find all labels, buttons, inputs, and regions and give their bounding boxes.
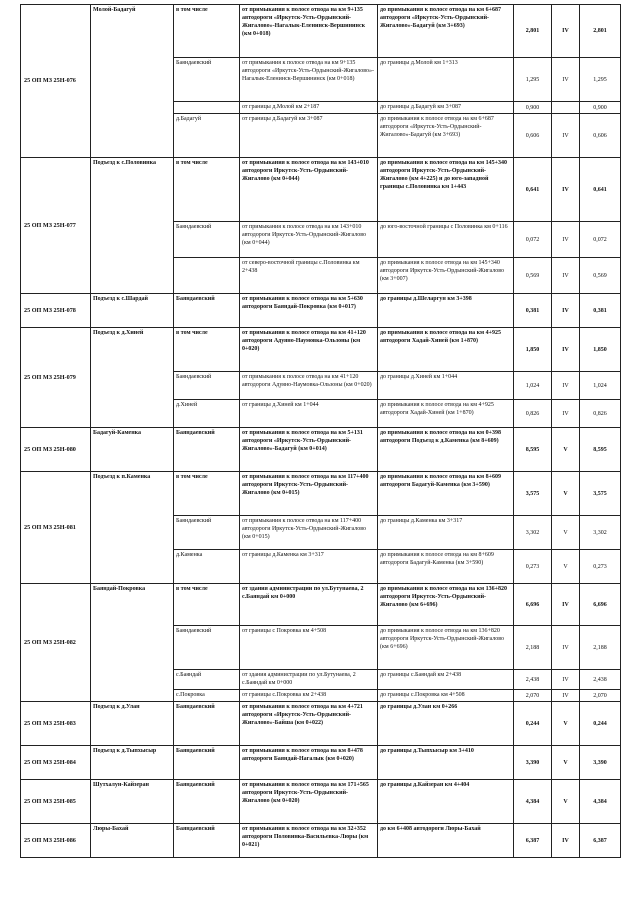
to-cell: до границы д.Тыпхысыр км 3+410: [378, 746, 514, 780]
from-cell: от примыкания к полосе отвода на км 117+400 автодороги Иркутск-Усть-Ордынский-Жигалово (км 0+015): [240, 516, 378, 550]
table-row: [21, 158, 621, 222]
to-cell: до границы д.Хиней км 1+044: [378, 372, 514, 400]
length-cell: 4,384: [514, 780, 552, 824]
length-cell: 0,606: [514, 114, 552, 158]
table-row: [21, 824, 621, 858]
category-cell: IV: [552, 294, 580, 328]
to-cell: до примыкания к полосе отвода на км 6+687 автодороги «Иркутск-Усть-Ордынский-Жигалово»-Бадагуй (км 3+693): [378, 5, 514, 58]
road-code-cell: 25 ОП МЗ 25Н-086: [21, 824, 91, 858]
to-cell: до км 6+408 автодороги Люры-Бахай: [378, 824, 514, 858]
category-cell: IV: [552, 328, 580, 372]
category-cell: V: [552, 780, 580, 824]
length-cell: 2,188: [514, 626, 552, 670]
district-cell: в том числе: [174, 472, 240, 516]
from-cell: от границы с Покровка км 4+508: [240, 626, 378, 670]
total-cell: 6,696: [580, 584, 621, 626]
to-cell: до границы д.Улан км 0+266: [378, 702, 514, 746]
length-cell: 0,569: [514, 258, 552, 294]
district-cell: Баяндаевский: [174, 372, 240, 400]
road-code-cell: 25 ОП МЗ 25Н-080: [21, 428, 91, 472]
road-code-cell: 25 ОП МЗ 25Н-076: [21, 5, 91, 158]
total-cell: 4,384: [580, 780, 621, 824]
road-name-cell: Люры-Бахай: [91, 824, 174, 858]
road-name-cell: Подъезд к с.Половинка: [91, 158, 174, 294]
district-cell: Баяндаевский: [174, 58, 240, 102]
from-cell: от границы д.Хиней км 1+044: [240, 400, 378, 428]
road-name-cell: Молой-Бадагуй: [91, 5, 174, 158]
road-name-cell: Подъезд к с.Шардай: [91, 294, 174, 328]
to-cell: до границы д.Молой км 1+313: [378, 58, 514, 102]
from-cell: от северо-восточной границы с.Половинка км 2+438: [240, 258, 378, 294]
length-cell: 6,387: [514, 824, 552, 858]
category-cell: V: [552, 428, 580, 472]
district-cell: д.Бадагуй: [174, 114, 240, 158]
total-cell: 3,302: [580, 516, 621, 550]
district-cell: Баяндаевский: [174, 294, 240, 328]
category-cell: IV: [552, 258, 580, 294]
to-cell: до примыкания к полосе отвода на км 136+820 автодороги Иркутск-Усть-Ордынский-Жигалово (км 6+696): [378, 584, 514, 626]
table-row: [21, 780, 621, 824]
from-cell: от здания администрации по ул.Бутунаева, 2 с.Баяндай км 0+000: [240, 670, 378, 690]
road-name-cell: Подъезд к д.Тыпхысыр: [91, 746, 174, 780]
road-name-cell: Шутхалун-Кайзеран: [91, 780, 174, 824]
from-cell: от примыкания к полосе отвода на км 4+721 автодороги «Иркутск-Усть-Ордынский-Жигалово»-Байша (км 0+022): [240, 702, 378, 746]
district-cell: Баяндаевский: [174, 702, 240, 746]
total-cell: 2,188: [580, 626, 621, 670]
district-cell: Баяндаевский: [174, 428, 240, 472]
to-cell: до границы д.Кайзеран км 4+404: [378, 780, 514, 824]
length-cell: 3,302: [514, 516, 552, 550]
length-cell: 0,641: [514, 158, 552, 222]
to-cell: до юго-восточной границы с Половинка км 0+116: [378, 222, 514, 258]
district-cell: Баяндаевский: [174, 516, 240, 550]
category-cell: V: [552, 472, 580, 516]
to-cell: до примыкания к полосе отвода на км 6+687 автодороги «Иркутск-Усть-Ордынский-Жигалово»-Бадагуй (км 3+693): [378, 114, 514, 158]
road-code-cell: 25 ОП МЗ 25Н-077: [21, 158, 91, 294]
total-cell: 2,438: [580, 670, 621, 690]
length-cell: 0,826: [514, 400, 552, 428]
total-cell: 0,569: [580, 258, 621, 294]
road-code-cell: 25 ОП МЗ 25Н-079: [21, 328, 91, 428]
length-cell: 2,070: [514, 690, 552, 702]
from-cell: от границы д.Бадагуй км 3+087: [240, 114, 378, 158]
from-cell: от примыкания к полосе отвода на км 9+135 автодороги «Иркутск-Усть-Ордынский-Жигалово»-Нагалык-Еленинск-Вершининск (км 0+018): [240, 58, 378, 102]
total-cell: 2,801: [580, 5, 621, 58]
to-cell: до примыкания к полосе отвода на км 136+820 автодороги Иркутск-Усть-Ордынский-Жигалово (км 6+696): [378, 626, 514, 670]
length-cell: 2,801: [514, 5, 552, 58]
category-cell: IV: [552, 824, 580, 858]
to-cell: до примыкания к полосе отвода на км 0+398 автодороги Подъезд к д.Каменка (км 8+609): [378, 428, 514, 472]
category-cell: IV: [552, 626, 580, 670]
district-cell: Баяндаевский: [174, 626, 240, 670]
road-name-cell: Подъезд к п.Каменка: [91, 472, 174, 584]
road-code-cell: 25 ОП МЗ 25Н-085: [21, 780, 91, 824]
roads-table: [20, 4, 621, 858]
district-cell: Баяндаевский: [174, 746, 240, 780]
district-cell: в том числе: [174, 5, 240, 58]
length-cell: 3,575: [514, 472, 552, 516]
category-cell: IV: [552, 5, 580, 58]
length-cell: 1,295: [514, 58, 552, 102]
table-row: [21, 746, 621, 780]
district-cell: в том числе: [174, 584, 240, 626]
road-name-cell: Бадагуй-Каменка: [91, 428, 174, 472]
category-cell: V: [552, 746, 580, 780]
district-cell: Баяндаевский: [174, 780, 240, 824]
to-cell: до примыкания к полосе отвода на км 145+340 автодороги Иркутск-Усть-Ордынский-Жигалово (км 3+007): [378, 258, 514, 294]
district-cell: в том числе: [174, 158, 240, 222]
road-code-cell: 25 ОП МЗ 25Н-084: [21, 746, 91, 780]
table-row: [21, 472, 621, 516]
length-cell: 0,900: [514, 102, 552, 114]
from-cell: от примыкания к полосе отвода на км 32+352 автодороги Половинка-Васильевка-Люры (км 0+021): [240, 824, 378, 858]
to-cell: до примыкания к полосе отвода на км 145+340 автодороги Иркутск-Усть-Ордынский-Жигалово (км 4+225) и до юго-западной границы с.Половинка км 1+443: [378, 158, 514, 222]
length-cell: 1,850: [514, 328, 552, 372]
from-cell: от границы д.Каменка км 3+317: [240, 550, 378, 584]
from-cell: от примыкания к полосе отвода на км 8+478 автодороги Баяндай-Нагалык (км 0+020): [240, 746, 378, 780]
length-cell: 6,696: [514, 584, 552, 626]
from-cell: от здания администрации по ул.Бутунаева, 2 с.Баяндай км 0+000: [240, 584, 378, 626]
district-cell: с.Баяндай: [174, 670, 240, 690]
road-code-cell: 25 ОП МЗ 25Н-083: [21, 702, 91, 746]
road-code-cell: 25 ОП МЗ 25Н-081: [21, 472, 91, 584]
district-cell: Баяндаевский: [174, 824, 240, 858]
length-cell: 0,244: [514, 702, 552, 746]
total-cell: 3,390: [580, 746, 621, 780]
total-cell: 8,595: [580, 428, 621, 472]
category-cell: IV: [552, 222, 580, 258]
table-row: [21, 5, 621, 58]
from-cell: от примыкания к полосе отвода на км 143+010 автодороги Иркутск-Усть-Ордынский-Жигалово (км 0+044): [240, 158, 378, 222]
total-cell: 0,072: [580, 222, 621, 258]
from-cell: от примыкания к полосе отвода на км 171+565 автодороги Иркутск-Усть-Ордынский-Жигалово (км 0+020): [240, 780, 378, 824]
district-cell: д.Хиней: [174, 400, 240, 428]
to-cell: до примыкания к полосе отвода на км 8+609 автодороги Бадагуй-Каменка (км 3+590): [378, 550, 514, 584]
to-cell: до границы д.Каменка км 3+317: [378, 516, 514, 550]
district-cell: д.Каменка: [174, 550, 240, 584]
from-cell: от примыкания к полосе отвода на км 9+135 автодороги «Иркутск-Усть-Ордынский-Жигалово»-Нагалык-Еленинск-Вершининск (км 0+018): [240, 5, 378, 58]
category-cell: V: [552, 516, 580, 550]
total-cell: 2,070: [580, 690, 621, 702]
from-cell: от примыкания к полосе отвода на км 5+131 автодороги «Иркутск-Усть-Ордынский-Жигалово»-Бадагуй (км 0+014): [240, 428, 378, 472]
district-cell: в том числе: [174, 328, 240, 372]
from-cell: от примыкания к полосе отвода на км 41+120 автодороги Адуяно-Наумовка-Ользоны (км 0+020): [240, 372, 378, 400]
total-cell: 1,295: [580, 58, 621, 102]
category-cell: IV: [552, 114, 580, 158]
total-cell: 0,273: [580, 550, 621, 584]
total-cell: 0,900: [580, 102, 621, 114]
road-name-cell: Подъезд к д.Улан: [91, 702, 174, 746]
roads-table-body: [21, 5, 621, 858]
category-cell: IV: [552, 372, 580, 400]
road-code-cell: 25 ОП МЗ 25Н-082: [21, 584, 91, 702]
from-cell: от примыкания к полосе отвода на км 117+400 автодороги Иркутск-Усть-Ордынский-Жигалово (км 0+015): [240, 472, 378, 516]
to-cell: до примыкания к полосе отвода на км 4+925 автодороги Хадай-Хиней (км 1+870): [378, 328, 514, 372]
category-cell: [552, 102, 580, 114]
category-cell: IV: [552, 584, 580, 626]
table-row: [21, 328, 621, 372]
table-row: [21, 294, 621, 328]
to-cell: до границы д.Шеларгун км 3+398: [378, 294, 514, 328]
from-cell: от примыкания к полосе отвода на км 5+630 автодороги Баяндай-Покровка (км 0+017): [240, 294, 378, 328]
to-cell: до примыкания к полосе отвода на км 4+925 автодороги Хадай-Хиней (км 1+870): [378, 400, 514, 428]
total-cell: 0,244: [580, 702, 621, 746]
district-cell: Баяндаевский: [174, 222, 240, 258]
district-cell: [174, 258, 240, 294]
district-cell: [174, 102, 240, 114]
district-cell: с.Покровка: [174, 690, 240, 702]
length-cell: 0,381: [514, 294, 552, 328]
length-cell: 2,438: [514, 670, 552, 690]
to-cell: до границы д.Бадагуй км 3+087: [378, 102, 514, 114]
length-cell: 0,273: [514, 550, 552, 584]
to-cell: до границы с.Покровка км 4+508: [378, 690, 514, 702]
total-cell: 1,024: [580, 372, 621, 400]
from-cell: от примыкания к полосе отвода на км 143+010 автодороги Иркутск-Усть-Ордынский-Жигалово (км 0+044): [240, 222, 378, 258]
table-row: [21, 428, 621, 472]
length-cell: 0,072: [514, 222, 552, 258]
length-cell: 1,024: [514, 372, 552, 400]
total-cell: 3,575: [580, 472, 621, 516]
category-cell: V: [552, 702, 580, 746]
from-cell: от границы д.Молой км 2+187: [240, 102, 378, 114]
category-cell: IV: [552, 58, 580, 102]
to-cell: до границы с.Баяндай км 2+438: [378, 670, 514, 690]
total-cell: 1,850: [580, 328, 621, 372]
total-cell: 0,826: [580, 400, 621, 428]
to-cell: до примыкания к полосе отвода на км 8+609 автодороги Бадагуй-Каменка (км 3+590): [378, 472, 514, 516]
category-cell: IV: [552, 400, 580, 428]
total-cell: 0,381: [580, 294, 621, 328]
total-cell: 0,606: [580, 114, 621, 158]
road-code-cell: 25 ОП МЗ 25Н-078: [21, 294, 91, 328]
table-row: [21, 584, 621, 626]
total-cell: 0,641: [580, 158, 621, 222]
road-name-cell: Баяндай-Покровка: [91, 584, 174, 702]
table-row: [21, 702, 621, 746]
length-cell: 8,595: [514, 428, 552, 472]
from-cell: от примыкания к полосе отвода на км 41+120 автодороги Адуяно-Наумовка-Ользоны (км 0+020): [240, 328, 378, 372]
category-cell: IV: [552, 690, 580, 702]
category-cell: IV: [552, 158, 580, 222]
category-cell: V: [552, 550, 580, 584]
road-name-cell: Подъезд к д.Хиней: [91, 328, 174, 428]
category-cell: IV: [552, 670, 580, 690]
from-cell: от границы с.Покровка км 2+438: [240, 690, 378, 702]
length-cell: 3,390: [514, 746, 552, 780]
total-cell: 6,387: [580, 824, 621, 858]
